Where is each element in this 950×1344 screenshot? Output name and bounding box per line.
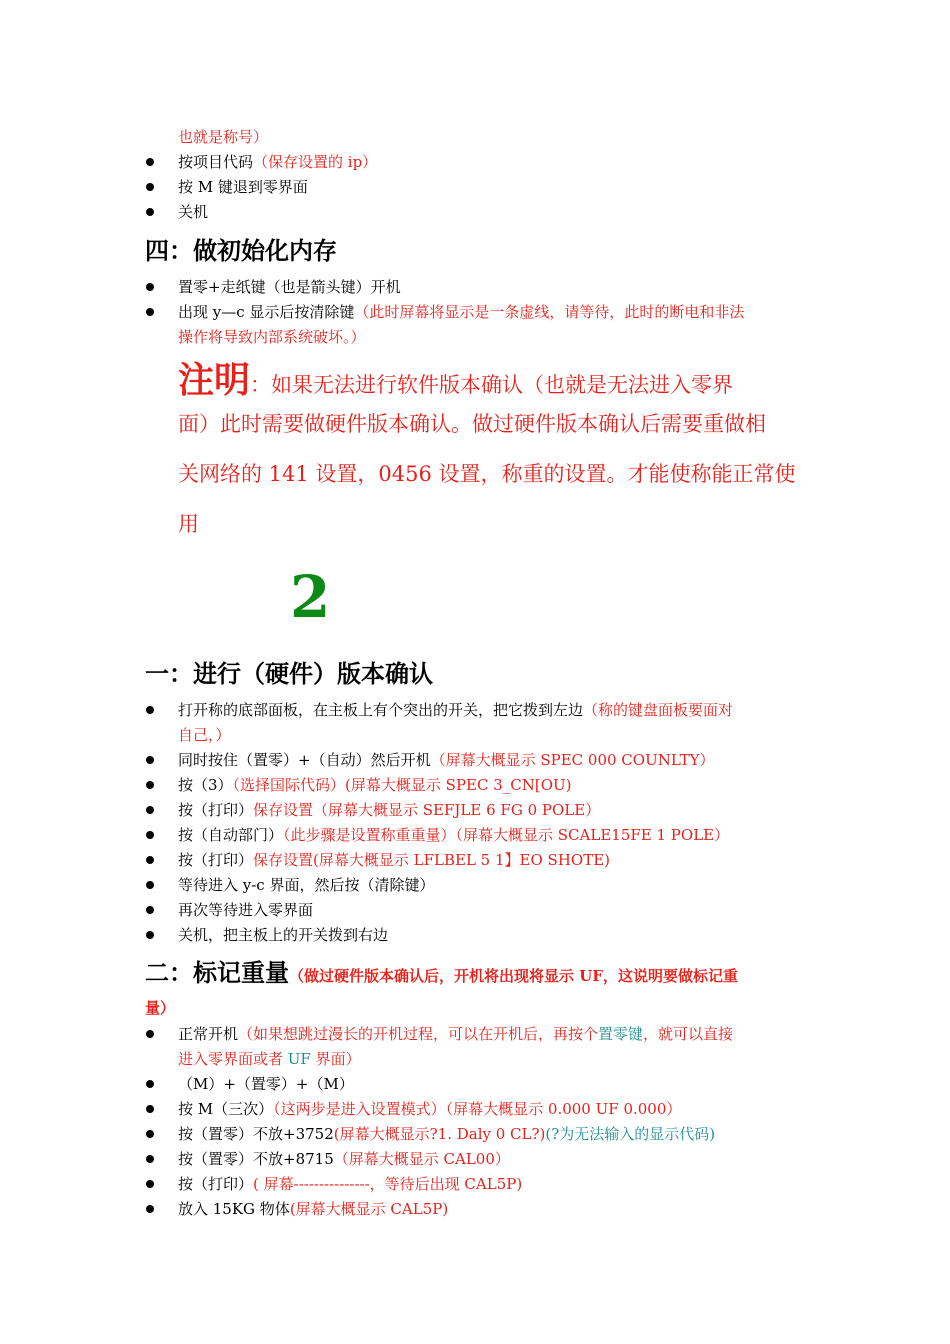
list-item: 按（3）（选择国际代码）(屏幕大概显示 SPEC 3_CN[OU): [178, 776, 572, 794]
bullet-icon: [144, 804, 156, 816]
continuation-line: 也就是称号）: [178, 128, 269, 146]
bullet-icon: [144, 879, 156, 891]
bullet-icon: [144, 929, 156, 941]
section-heading-note: （做过硬件版本确认后，开机将出现将显示 UF，这说明要做标记重: [289, 967, 738, 985]
note-line: 面）此时需要做硬件版本确认。做过硬件版本确认后需要重做相: [178, 412, 766, 436]
bullet-icon: [144, 1078, 156, 1090]
note-label: 注明: [178, 359, 251, 401]
list-item: 按（打印）保存设置（屏幕大概显示 SEFJLE 6 FG 0 POLE）: [178, 801, 601, 819]
big-section-number: 2: [290, 563, 331, 631]
list-item-continuation: 进入零界面或者 UF 界面）: [178, 1050, 361, 1068]
list-item-continuation: 操作将导致内部系统破坏。）: [178, 328, 366, 346]
list-item: 放入 15KG 物体(屏幕大概显示 CAL5P): [178, 1200, 449, 1218]
bullet-icon: [144, 779, 156, 791]
section-heading-note-continuation: 量）: [145, 999, 176, 1017]
list-item: 正常开机（如果想跳过漫长的开机过程，可以在开机后，再按个置零键，就可以直接: [178, 1025, 734, 1043]
bullet-icon: [144, 206, 156, 218]
list-item: 按（置零）不放+3752(屏幕大概显示?1. Daly 0 CL?)(?为无法输入的显示代码): [178, 1125, 716, 1143]
bullet-icon: [144, 1203, 156, 1215]
note-line: 用: [178, 512, 199, 536]
bullet-icon: [144, 1153, 156, 1165]
bullet-icon: [144, 181, 156, 193]
list-item: （M）+（置零）+（M）: [178, 1075, 354, 1093]
list-item: 再次等待进入零界面: [178, 901, 314, 919]
bullet-icon: [144, 156, 156, 168]
list-item: 打开称的底部面板，在主板上有个突出的开关，把它拨到左边（称的键盘面板要面对: [178, 701, 734, 719]
list-item: 按 M（三次）（这两步是进入设置模式）（屏幕大概显示 0.000 UF 0.000）: [178, 1100, 682, 1118]
list-item: 等待进入 y-c 界面，然后按（清除键）: [178, 876, 435, 894]
bullet-icon: [144, 1028, 156, 1040]
bullet-icon: [144, 306, 156, 318]
note-paragraph: 注明：如果无法进行软件版本确认（也就是无法进入零界: [178, 359, 734, 401]
bullet-icon: [144, 1103, 156, 1115]
bullet-icon: [144, 904, 156, 916]
bullet-icon: [144, 281, 156, 293]
list-item: 出现 y—c 显示后按清除键（此时屏幕将显示是一条虚线，请等待，此时的断电和非法: [178, 303, 745, 321]
list-item: 置零+走纸键（也是箭头键）开机: [178, 278, 401, 296]
section-heading: 一：进行（硬件）版本确认: [145, 659, 433, 688]
list-item: 关机: [178, 203, 209, 221]
list-item-continuation: 自己，）: [178, 726, 231, 744]
bullet-icon: [144, 854, 156, 866]
section-heading: 四：做初始化内存: [145, 236, 337, 265]
list-item: 关机，把主板上的开关拨到右边: [178, 926, 389, 944]
list-item: 按（自动部门）（此步骤是设置称重重量）（屏幕大概显示 SCALE15FE 1 POLE）: [178, 826, 730, 844]
bullet-icon: [144, 829, 156, 841]
list-item: 同时按住（置零）+（自动）然后开机（屏幕大概显示 SPEC 000 COUNLTY）: [178, 751, 715, 769]
list-item: 按项目代码（保存设置的 ip）: [178, 153, 378, 171]
note-line: 关网络的 141 设置，0456 设置，称重的设置。才能使称能正常使: [178, 462, 796, 486]
list-item: 按 M 键退到零界面: [178, 178, 308, 196]
bullet-icon: [144, 1128, 156, 1140]
bullet-icon: [144, 754, 156, 766]
section-heading: 二：标记重量（做过硬件版本确认后，开机将出现将显示 UF，这说明要做标记重: [145, 958, 738, 987]
bullet-icon: [144, 704, 156, 716]
list-item: 按（打印）保存设置(屏幕大概显示 LFLBEL 5 1】EO SHOTE): [178, 851, 610, 869]
list-item: 按（置零）不放+8715（屏幕大概显示 CAL00）: [178, 1150, 510, 1168]
list-item: 按（打印）( 屏幕---------------，等待后出现 CAL5P): [178, 1175, 523, 1193]
bullet-icon: [144, 1178, 156, 1190]
